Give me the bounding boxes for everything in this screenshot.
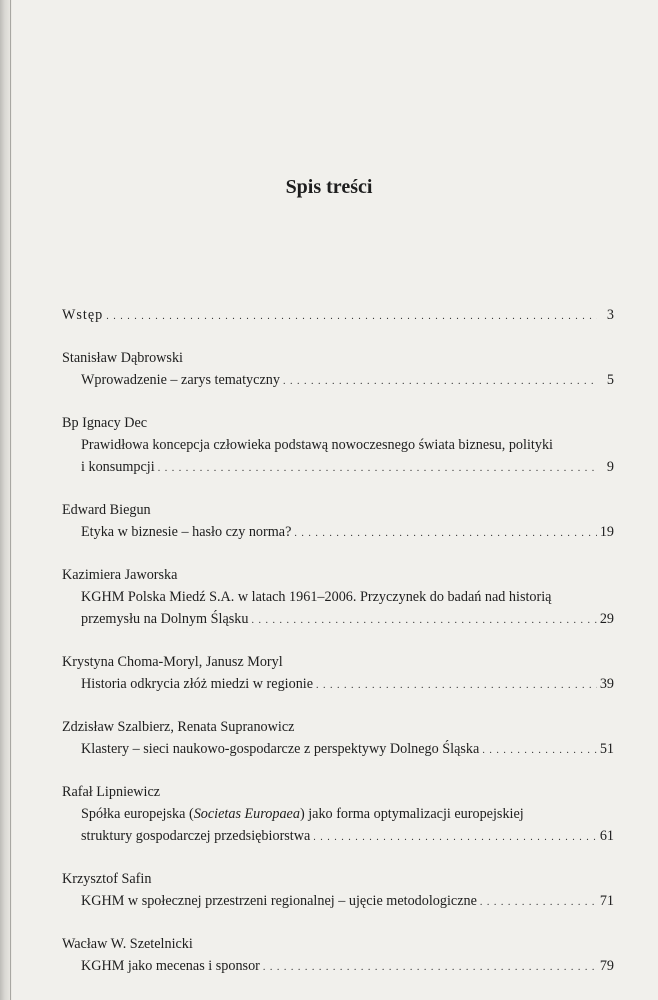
dot-leader [106, 306, 597, 328]
toc-entry [62, 412, 614, 480]
entry-author: Krzysztof Safin [62, 871, 152, 887]
entry-title: Wprowadzenie – zarys tematyczny [81, 372, 280, 388]
toc-line [62, 955, 614, 979]
entry-author: Wacław W. Szetelnicki [62, 936, 193, 952]
toc-entry [62, 868, 614, 914]
page-number: 61 [599, 828, 614, 844]
entry-title: Wstęp [62, 307, 104, 323]
page-number: 71 [599, 893, 614, 909]
toc-entry [62, 347, 614, 393]
toc-entry [62, 564, 614, 632]
toc-line [62, 738, 614, 762]
entry-title: Klastery – sieci naukowo-gospodarcze z perspektywy Dolnego Śląska [81, 741, 480, 757]
entry-title: i konsumpcji [81, 459, 155, 475]
toc-line [62, 304, 614, 328]
dot-leader [283, 371, 597, 393]
dot-leader [158, 458, 597, 480]
toc-line [62, 456, 614, 480]
entry-title-line: Prawidłowa koncepcja człowieka podstawą nowoczesnego świata biznesu, polityki [81, 437, 553, 453]
dot-leader [294, 523, 596, 545]
entry-title: Etyka w biznesie – hasło czy norma? [81, 524, 292, 540]
entry-author: Edward Biegun [62, 502, 151, 518]
dot-leader [480, 892, 597, 914]
entry-title: struktury gospodarczej przedsiębiorstwa [81, 828, 311, 844]
page-number: 79 [599, 958, 614, 974]
dot-leader [482, 740, 596, 762]
entry-author: Krystyna Choma-Moryl, Janusz Moryl [62, 654, 283, 670]
title-text: ) jako forma optymalizacji europejskiej [299, 806, 524, 822]
page-number: 51 [599, 741, 614, 757]
toc-entry [62, 716, 614, 762]
entry-title-line [62, 803, 614, 825]
entry-author: Stanisław Dąbrowski [62, 350, 183, 366]
page-number: 19 [599, 524, 614, 540]
toc-line [62, 369, 614, 393]
page-number: 3 [606, 307, 614, 323]
entry-title-line: KGHM Polska Miedź S.A. w latach 1961–2006. Przyczynek do badań nad historią [81, 589, 552, 605]
toc-line [62, 890, 614, 914]
toc-entry [62, 651, 614, 697]
page-number: 29 [599, 611, 614, 627]
title-text: Spółka europejska ( [81, 806, 194, 822]
title-latin-italic: Societas Europaea [193, 806, 300, 822]
toc-entry [62, 933, 614, 979]
page-title: Spis treści [285, 176, 373, 198]
entry-author: Zdzisław Szalbierz, Renata Supranowicz [62, 719, 295, 735]
entry-title: KGHM jako mecenas i sponsor [81, 958, 260, 974]
toc-entry [62, 499, 614, 545]
toc-line [62, 825, 614, 849]
book-spine-edge [10, 0, 11, 1000]
toc-line [62, 608, 614, 632]
entry-author: Kazimiera Jaworska [62, 567, 178, 583]
dot-leader [251, 610, 596, 632]
entry-author: Rafał Lipniewicz [62, 784, 161, 800]
entry-title: Historia odkrycia złóż miedzi w regionie [81, 676, 314, 692]
toc-line [62, 673, 614, 697]
dot-leader [316, 675, 597, 697]
toc-entry [62, 781, 614, 849]
dot-leader [263, 957, 597, 979]
dot-leader [313, 827, 597, 849]
toc-entry [62, 304, 614, 328]
entry-author: Bp Ignacy Dec [62, 415, 148, 431]
page-number: 9 [606, 459, 614, 475]
page-number: 5 [606, 372, 614, 388]
page-number: 39 [599, 676, 614, 692]
entry-title: przemysłu na Dolnym Śląsku [81, 611, 249, 627]
toc-line [62, 521, 614, 545]
table-of-contents [62, 304, 614, 979]
entry-title: KGHM w społecznej przestrzeni regionalnej – ujęcie metodologiczne [81, 893, 477, 909]
